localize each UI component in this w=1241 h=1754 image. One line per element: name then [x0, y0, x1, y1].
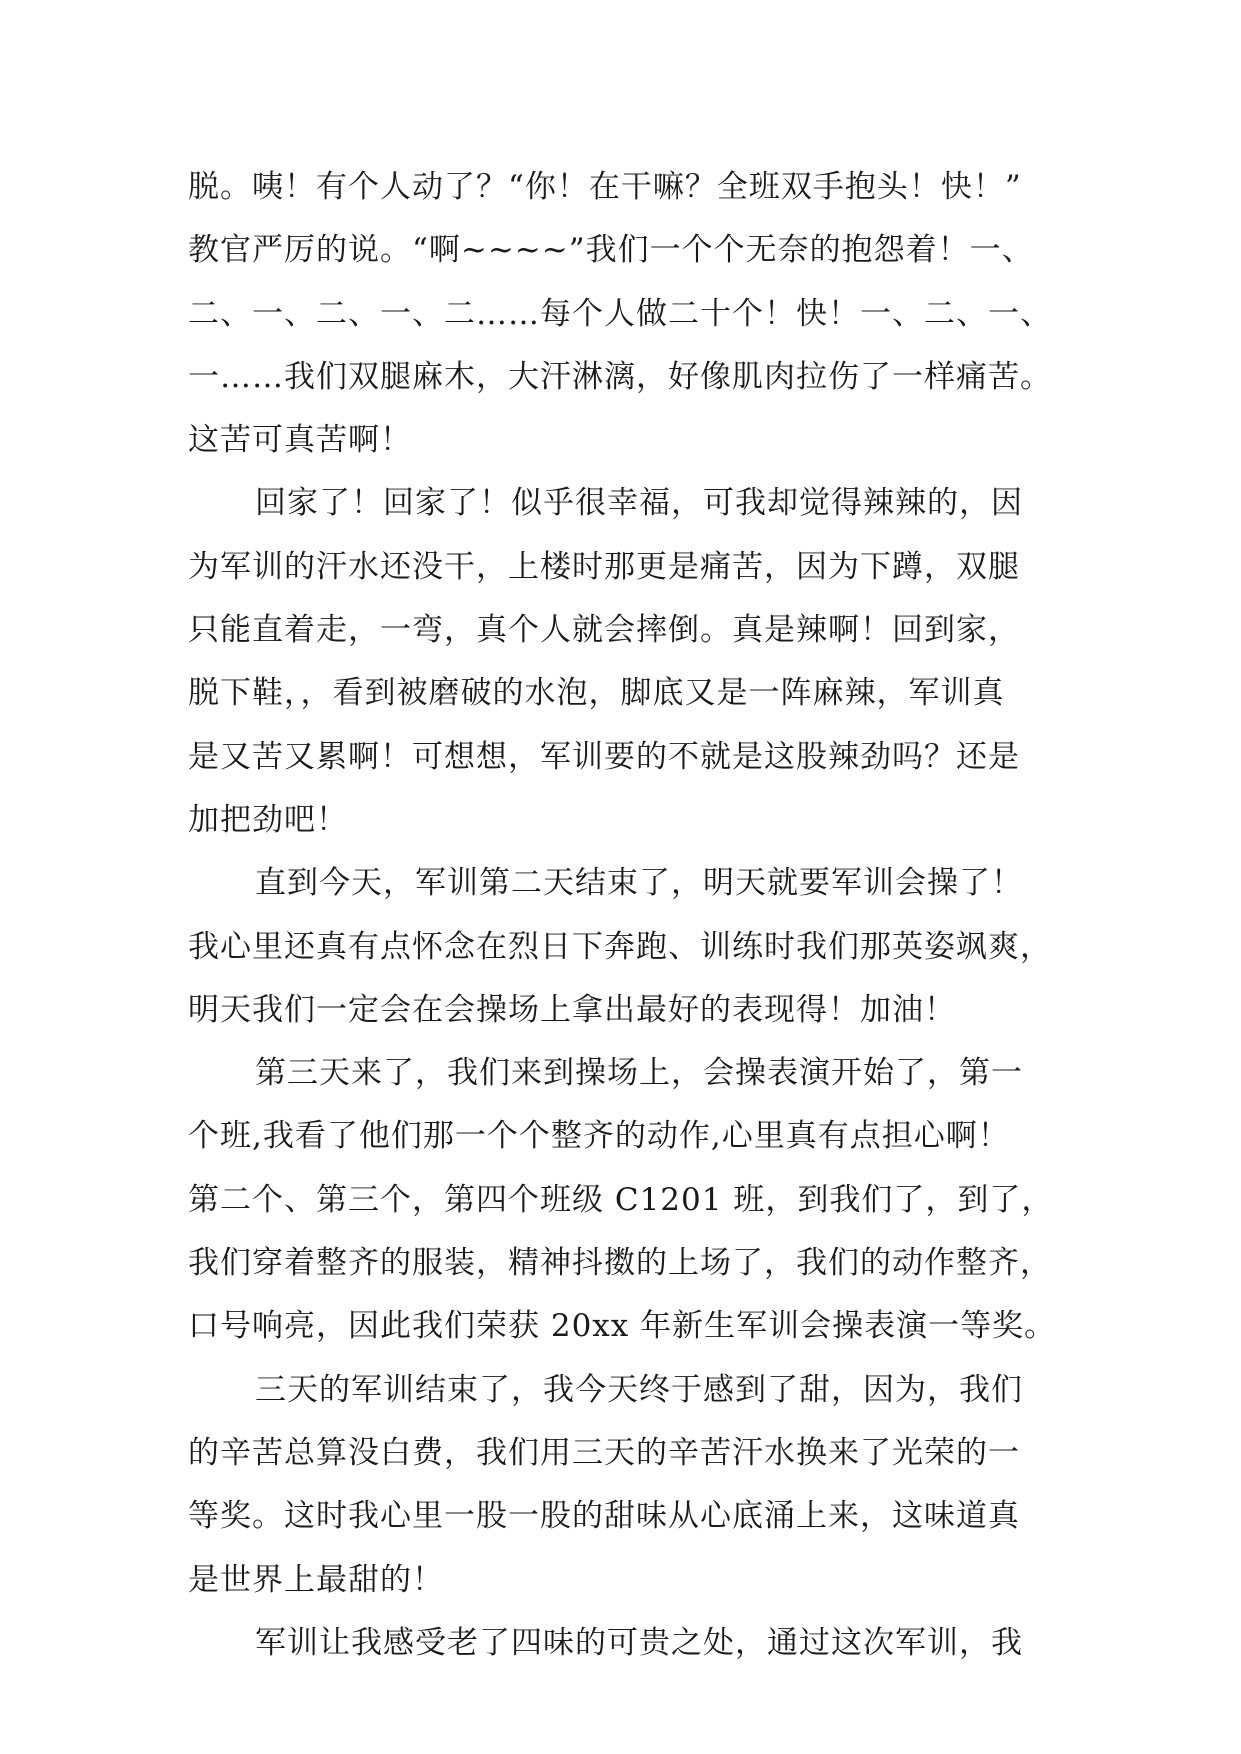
document-body — [188, 156, 1058, 1675]
text-line: 二、一、二、一、二……每个人做二十个！快！一、二、一、 — [188, 295, 1052, 332]
text-line: 脱下鞋，，看到被磨破的水泡，脚底又是一阵麻辣，军训真 — [188, 675, 1005, 712]
text-line: 等奖。这时我心里一股一股的甜味从心底涌上来，这味道真 — [188, 1498, 1020, 1535]
text-line: 第二个、第三个，第四个班级 C1201 班，到我们了，到了， — [188, 1181, 1054, 1218]
text-line: 一……我们双腿麻木，大汗淋漓，好像肌肉拉伤了一样痛苦。 — [188, 358, 1052, 395]
text-line: 是世界上最甜的！ — [188, 1561, 444, 1598]
text-line: 只能直着走，一弯，真个人就会摔倒。真是辣啊！回到家， — [188, 612, 1020, 649]
text-line: 口号响亮，因此我们荣获 20xx 年新生军训会操表演一等奖。 — [188, 1308, 1057, 1345]
text-line: 教官严厉的说。“啊~~~~”我们一个个无奈的抱怨着！一、 — [188, 232, 1034, 269]
text-line: 是又苦又累啊！可想想，军训要的不就是这股辣劲吗？还是 — [188, 738, 1020, 775]
text-line: 的辛苦总算没白费，我们用三天的辛苦汗水换来了光荣的一 — [188, 1434, 1020, 1471]
text-line: 这苦可真苦啊！ — [188, 422, 412, 459]
text-line: 第三天来了，我们来到操场上，会操表演开始了，第一 — [255, 1055, 1023, 1092]
text-line: 个班,我看了他们那一个个整齐的动作,心里真有点担心啊！ — [188, 1118, 1010, 1155]
text-line: 明天我们一定会在会操场上拿出最好的表现得！加油！ — [188, 991, 956, 1028]
text-line: 我们穿着整齐的服装，精神抖擞的上场了，我们的动作整齐， — [188, 1245, 1052, 1282]
text-line: 三天的军训结束了，我今天终于感到了甜，因为，我们 — [255, 1371, 1023, 1408]
text-line: 为军训的汗水还没干，上楼时那更是痛苦，因为下蹲，双腿 — [188, 548, 1020, 585]
text-line: 直到今天，军训第二天结束了，明天就要军训会操了！ — [255, 865, 1023, 902]
text-line: 我心里还真有点怀念在烈日下奔跑、训练时我们那英姿飒爽， — [188, 928, 1052, 965]
text-line: 回家了！回家了！似乎很幸福，可我却觉得辣辣的，因 — [255, 485, 1023, 522]
text-line: 加把劲吧！ — [188, 801, 348, 838]
text-line: 军训让我感受老了四味的可贵之处，通过这次军训，我 — [255, 1624, 1023, 1661]
text-line: 脱。咦！有个人动了？“你！在干嘛？全班双手抱头！快！” — [188, 169, 1022, 205]
